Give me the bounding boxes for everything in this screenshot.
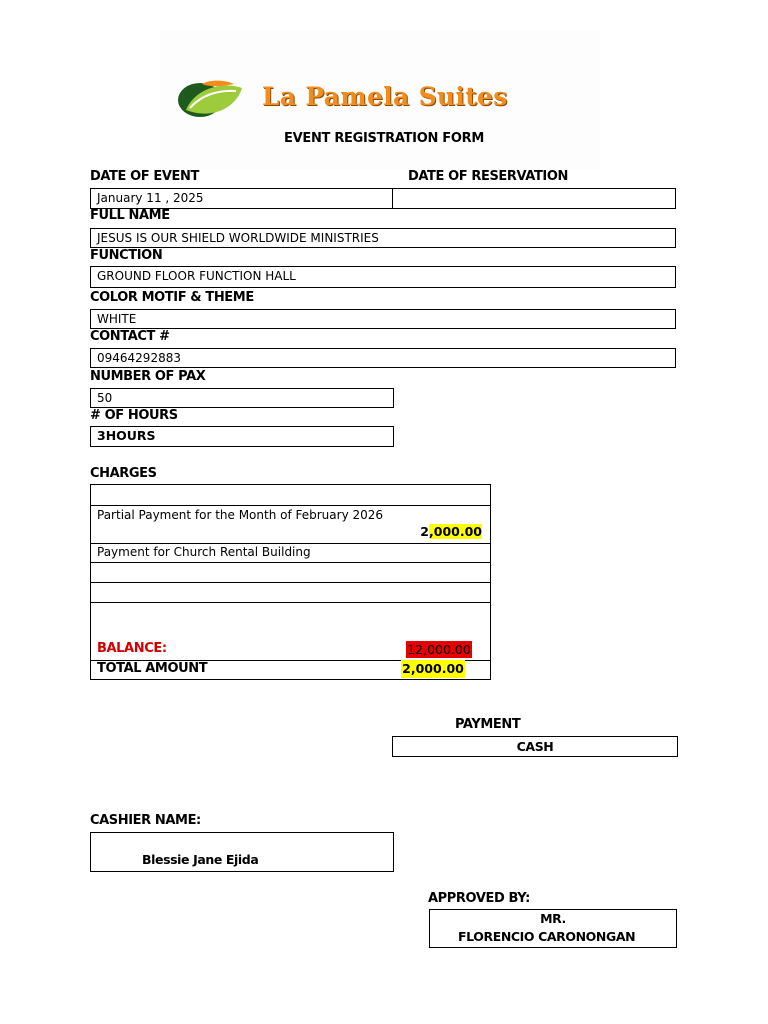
- date-of-event-field[interactable]: January 11 , 2025: [90, 188, 393, 209]
- balance-value: 12,000.00: [407, 642, 471, 657]
- color-motif-label: COLOR MOTIF & THEME: [90, 290, 254, 305]
- charge-description: Payment for Church Rental Building: [97, 545, 311, 559]
- charge-amount-prefix: 2: [420, 524, 429, 539]
- function-label: FUNCTION: [90, 248, 163, 263]
- charge-row: [91, 505, 490, 544]
- charges-label: CHARGES: [90, 466, 157, 481]
- function-field[interactable]: GROUND FLOOR FUNCTION HALL: [90, 266, 676, 288]
- approver-name: FLORENCIO CARONONGAN: [458, 929, 636, 944]
- charge-row: [91, 485, 490, 506]
- charge-amount-value: ,000.00: [429, 524, 482, 539]
- approver-title: MR.: [540, 911, 566, 926]
- charge-row: [91, 562, 490, 583]
- balance-label: BALANCE:: [97, 641, 167, 656]
- date-of-reservation-field[interactable]: [392, 188, 676, 209]
- cashier-name: Blessie Jane Ejida: [142, 852, 259, 867]
- charges-table: [90, 484, 491, 680]
- total-amount-value: 2,000.00: [402, 661, 464, 676]
- approved-by-label: APPROVED BY:: [428, 891, 530, 906]
- contact-label: CONTACT #: [90, 329, 170, 344]
- cashier-field[interactable]: [90, 832, 394, 872]
- pax-label: NUMBER OF PAX: [90, 369, 206, 384]
- approved-by-field[interactable]: [429, 909, 677, 948]
- contact-field[interactable]: 09464292883: [90, 348, 676, 368]
- total-row: [91, 660, 490, 679]
- hours-field[interactable]: 3HOURS: [90, 426, 394, 447]
- charge-row: [91, 543, 490, 563]
- charge-row: [91, 602, 490, 661]
- hours-label: # OF HOURS: [90, 408, 178, 423]
- full-name-label: FULL NAME: [90, 208, 170, 223]
- cashier-label: CASHIER NAME:: [90, 813, 201, 828]
- payment-label: PAYMENT: [455, 717, 521, 732]
- date-of-reservation-label: DATE OF RESERVATION: [408, 169, 568, 184]
- total-amount-label: TOTAL AMOUNT: [97, 661, 208, 676]
- charge-description: Partial Payment for the Month of February 2026: [97, 508, 384, 522]
- form-title: EVENT REGISTRATION FORM: [284, 131, 484, 146]
- payment-field[interactable]: CASH: [392, 736, 678, 757]
- brand-name: La Pamela Suites: [262, 82, 508, 111]
- color-motif-field[interactable]: WHITE: [90, 309, 676, 329]
- leaf-logo-icon: [176, 80, 246, 120]
- date-of-event-label: DATE OF EVENT: [90, 169, 199, 184]
- charge-row: [91, 582, 490, 603]
- charge-amount: [420, 524, 482, 540]
- full-name-field[interactable]: JESUS IS OUR SHIELD WORLDWIDE MINISTRIES: [90, 228, 676, 248]
- pax-field[interactable]: 50: [90, 388, 394, 408]
